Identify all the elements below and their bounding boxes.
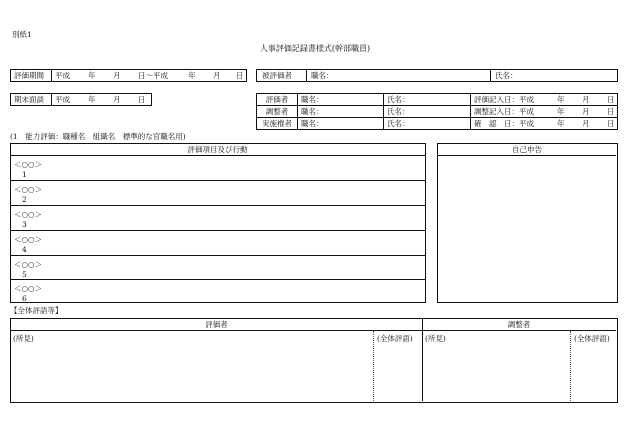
evaluation-period-box (10, 69, 247, 82)
rater-opinion-label: (所見) (13, 334, 34, 343)
list-item (11, 279, 425, 301)
list-item (11, 230, 425, 255)
adjuster-role: 調整者 (265, 107, 289, 116)
list-item (11, 180, 425, 205)
item-number: 5 (22, 270, 27, 279)
authority-role: 実施権者 (262, 119, 292, 128)
evaluation-items-box (10, 143, 426, 303)
evaluatee-box (256, 69, 618, 82)
rater-day: 日 (607, 95, 615, 104)
period-year-1: 年 (88, 71, 96, 80)
evaluatee-name: 氏名： (495, 71, 518, 80)
interview-month: 月 (113, 95, 121, 104)
list-item (11, 205, 425, 230)
self-report-box (437, 143, 618, 303)
evaluation-period-label: 評価期間 (14, 71, 44, 80)
item-mark: ＜○○＞ (14, 210, 43, 219)
adjuster-grade-label: (全体評語) (574, 334, 610, 343)
authority-month: 月 (582, 119, 590, 128)
authority-name: 氏名： (387, 119, 410, 128)
item-mark: ＜○○＞ (14, 284, 43, 293)
item-mark: ＜○○＞ (14, 260, 43, 269)
rater-role: 評価者 (265, 95, 289, 104)
interview-era: 平成 (55, 95, 70, 104)
item-mark: ＜○○＞ (14, 185, 43, 194)
authority-year: 年 (557, 119, 565, 128)
item-mark: ＜○○＞ (14, 235, 43, 244)
adjuster-column-header: 調整者 (507, 320, 531, 329)
evaluatee-position: 職名： (311, 71, 334, 80)
item-number: 4 (22, 245, 27, 254)
attachment-label: 別紙1 (12, 30, 32, 39)
item-number: 3 (22, 220, 27, 229)
list-item (11, 155, 425, 180)
section1-heading: (1 能力評価：職種名 組織名 標準的な官職名用) (10, 132, 186, 141)
authority-date-label: 確 認 日：平成 (474, 119, 534, 128)
interview-box (10, 93, 152, 106)
rater-name: 氏名： (387, 95, 410, 104)
adjuster-opinion-label: (所見) (425, 334, 446, 343)
raters-table (256, 93, 618, 130)
evaluatee-label: 被評価者 (262, 71, 292, 80)
rater-grade-label: (全体評語) (377, 334, 413, 343)
rater-position: 職名： (301, 95, 324, 104)
items-header: 評価項目及び行動 (187, 145, 248, 154)
adjuster-month: 月 (582, 107, 590, 116)
authority-position: 職名： (301, 119, 324, 128)
item-number: 2 (22, 195, 27, 204)
period-day-2: 日 (236, 71, 244, 80)
list-item (11, 255, 425, 279)
adjuster-date-label: 調整記入日：平成 (474, 107, 534, 116)
self-report-header: 自己申告 (512, 145, 542, 154)
period-era: 平成 (55, 71, 70, 80)
item-number: 6 (22, 294, 27, 303)
period-month-1: 月 (113, 71, 121, 80)
rater-month: 月 (582, 95, 590, 104)
rater-year: 年 (557, 95, 565, 104)
interview-year: 年 (88, 95, 96, 104)
interview-day: 日 (138, 95, 146, 104)
adjuster-day: 日 (607, 107, 615, 116)
overall-heading: 【全体評語等】 (10, 306, 63, 315)
adjuster-position: 職名： (301, 107, 324, 116)
period-year-2: 年 (188, 71, 196, 80)
item-mark: ＜○○＞ (14, 160, 43, 169)
item-number: 1 (22, 170, 27, 179)
rater-date-label: 評価記入日：平成 (474, 95, 534, 104)
rater-column-header: 評価者 (205, 320, 228, 329)
period-day-range: 日～平成 (138, 71, 168, 80)
overall-evaluation-box (10, 318, 618, 403)
authority-day: 日 (607, 119, 615, 128)
document-title: 人事評価記録書様式(幹部職員) (259, 44, 371, 53)
adjuster-name: 氏名： (387, 107, 410, 116)
adjuster-year: 年 (557, 107, 565, 116)
interview-label: 期末面談 (14, 95, 44, 104)
period-month-2: 月 (213, 71, 221, 80)
